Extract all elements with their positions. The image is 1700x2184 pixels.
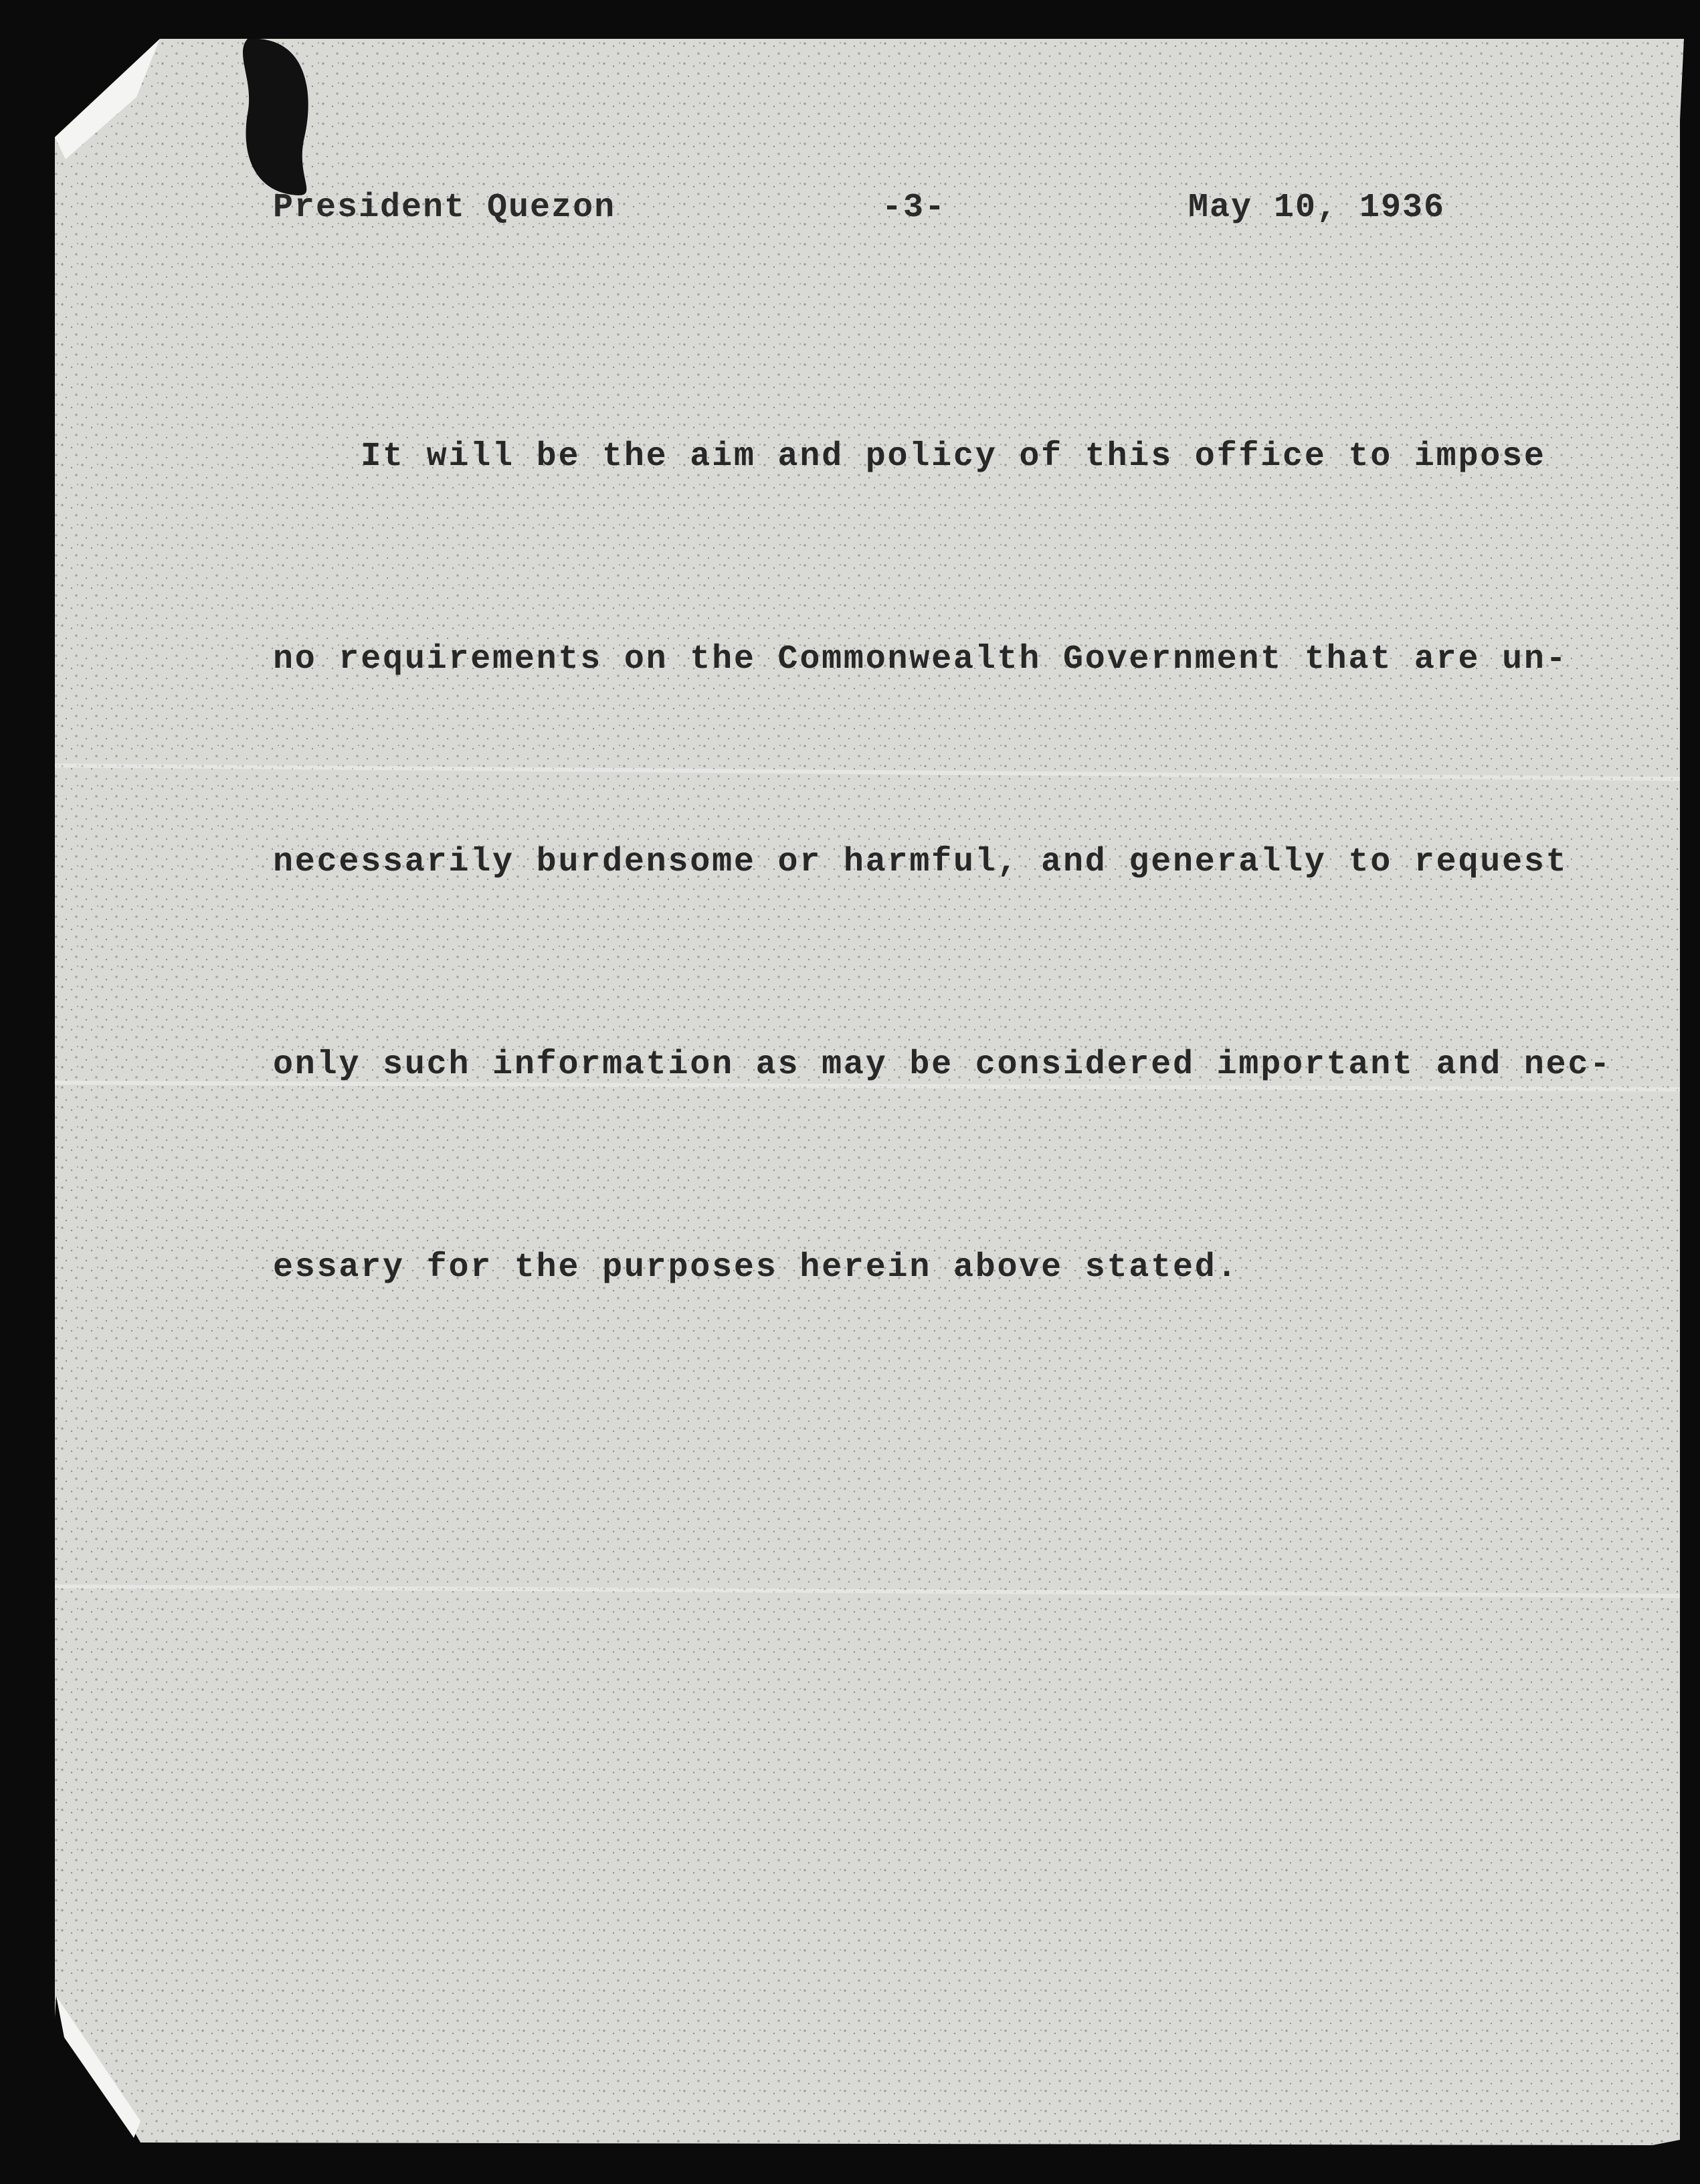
letter-body (273, 288, 1612, 1437)
page-header (273, 189, 1446, 242)
page-number: -3- (882, 189, 947, 227)
letter-date: May 10, 1936 (1188, 189, 1446, 227)
recipient-name: President Quezon (273, 189, 616, 227)
body-line-2: no requirements on the Commonwealth Government that are un- (273, 640, 1568, 678)
body-line-1: It will be the aim and policy of this office to impose (273, 438, 1546, 476)
body-line-5: essary for the purposes herein above stated. (273, 1249, 1239, 1287)
body-line-3: necessarily burdensome or harmful, and generally to request (273, 843, 1568, 881)
body-line-4: only such information as may be considered important and nec- (273, 1046, 1612, 1084)
